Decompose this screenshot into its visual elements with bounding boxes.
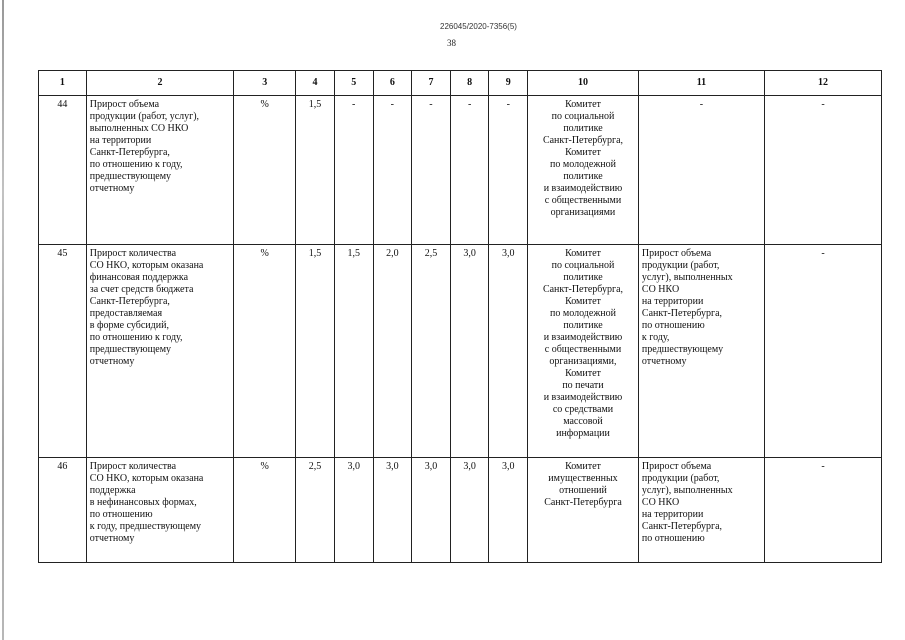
table-header-row (39, 71, 882, 96)
value-cell: 3,0 (450, 245, 489, 458)
table-row (39, 458, 882, 563)
row-number: 46 (39, 458, 87, 563)
value-cell: 3,0 (489, 458, 528, 563)
indicator-name: Прирост количества СО НКО, которым оказана финансовая поддержка за счет средств бюджета Санкт-Петербурга, предоставляемая в форме субсидий, по отношению к году, предшествующему отчетному (86, 245, 233, 458)
table-row (39, 245, 882, 458)
table-row (39, 96, 882, 245)
column-header: 10 (528, 71, 639, 96)
responsible-executor: Комитет по социальной политике Санкт-Петербурга, Комитет по молодежной политике и взаимодействию с общественными организациями (528, 96, 639, 245)
column-12-cell: - (765, 458, 882, 563)
value-cell: 3,0 (412, 458, 451, 563)
responsible-executor: Комитет имущественных отношений Санкт-Петербурга (528, 458, 639, 563)
responsible-executor: Комитет по социальной политике Санкт-Петербурга, Комитет по молодежной политике и взаимодействию с общественными организациями, Комитет по печати и взаимодействию со средствами массовой информации (528, 245, 639, 458)
indicator-name: Прирост количества СО НКО, которым оказана поддержка в нефинансовых формах, по отношению к году, предшествующему отчетному (86, 458, 233, 563)
column-header: 3 (234, 71, 296, 96)
unit-cell: % (234, 458, 296, 563)
value-cell: - (334, 96, 373, 245)
column-12-cell: - (765, 96, 882, 245)
row-number: 44 (39, 96, 87, 245)
column-header: 9 (489, 71, 528, 96)
column-header: 6 (373, 71, 412, 96)
value-cell: 3,0 (450, 458, 489, 563)
column-11-cell: - (638, 96, 764, 245)
unit-cell: % (234, 96, 296, 245)
row-number: 45 (39, 245, 87, 458)
page-number: 38 (447, 38, 456, 48)
column-header: 11 (638, 71, 764, 96)
value-cell: - (373, 96, 412, 245)
value-cell: - (412, 96, 451, 245)
column-12-cell: - (765, 245, 882, 458)
value-cell: 3,0 (373, 458, 412, 563)
column-header: 8 (450, 71, 489, 96)
value-cell: 2,5 (412, 245, 451, 458)
value-cell: 1,5 (334, 245, 373, 458)
value-cell: - (489, 96, 528, 245)
value-cell: 2,5 (296, 458, 335, 563)
column-11-cell: Прирост объема продукции (работ, услуг), выполненных СО НКО на территории Санкт-Петербурга, по отношению (638, 458, 764, 563)
column-header: 4 (296, 71, 335, 96)
column-header: 2 (86, 71, 233, 96)
unit-cell: % (234, 245, 296, 458)
column-header: 1 (39, 71, 87, 96)
indicator-name: Прирост объема продукции (работ, услуг), выполненных СО НКО на территории Санкт-Петербурга, по отношению к году, предшествующему отчетному (86, 96, 233, 245)
column-11-cell: Прирост объема продукции (работ, услуг), выполненных СО НКО на территории Санкт-Петербурга, по отношению к году, предшествующему отчетному (638, 245, 764, 458)
value-cell: 3,0 (334, 458, 373, 563)
document-id: 226045/2020-7356(5) (440, 22, 517, 31)
column-header: 7 (412, 71, 451, 96)
value-cell: 3,0 (489, 245, 528, 458)
value-cell: - (450, 96, 489, 245)
column-header: 12 (765, 71, 882, 96)
scan-margin-artifact (2, 0, 4, 640)
value-cell: 1,5 (296, 96, 335, 245)
value-cell: 1,5 (296, 245, 335, 458)
indicators-table (38, 70, 882, 563)
value-cell: 2,0 (373, 245, 412, 458)
column-header: 5 (334, 71, 373, 96)
